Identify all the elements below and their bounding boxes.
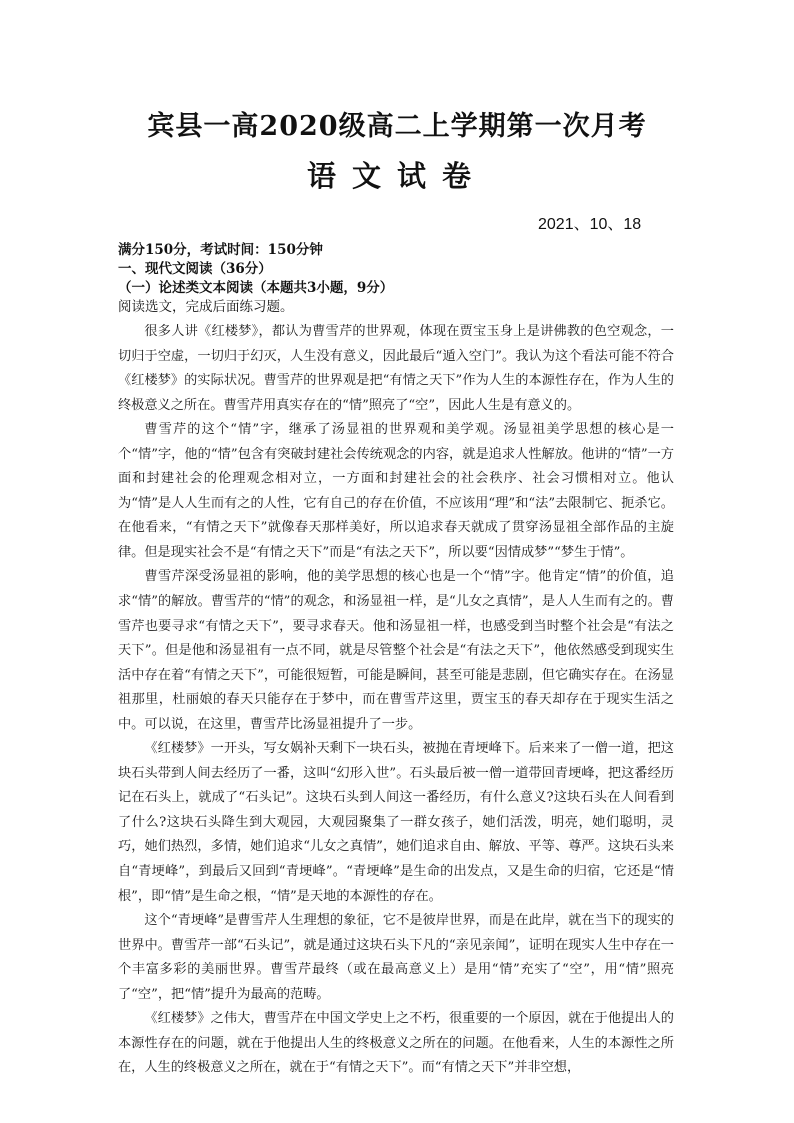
passage-paragraph-2: 曹雪芹的这个“情”字，继承了汤显祖的世界观和美学观。汤显祖美学思想的核心是一个“情”字，他的“情”包含有突破封建社会传统观念的内容，就是追求人性解放。他讲的“情”一方面和封建社会的伦理观念相对立，一方面和封建社会的社会秩序、社会习惯相对立。他认为“情”是人人生而有之的人性，它有自己的存在价值，不应该用“理”和“法”去限制它、扼杀它。在他看来，“有情之天下”就像春天那样美好，所以追求春天就成了贯穿汤显祖全部作品的主旋律。但是现实社会不是“有情之天下”而是“有法之天下”，所以要“因情成梦”“梦生于情”。 bbox=[118, 422, 674, 560]
passage-paragraph-1: 很多人讲《红楼梦》，都认为曹雪芹的世界观，体现在贾宝玉身上是讲佛教的色空观念，一切归于空虚，一切归于幻灭，人生没有意义，因此最后“遁入空门”。我认为这个看法可能不符合《红楼梦》的实际状况。曹雪芹的世界观是把“有情之天下”作为人生的本源性存在，作为人生的终极意义之所在。曹雪芹用真实存在的“情”照亮了“空”，因此人生是有意义的。 bbox=[118, 324, 674, 413]
exam-date: 2021、10、18 bbox=[538, 216, 642, 233]
passage bbox=[118, 320, 674, 1081]
exam-subtitle: 语文试卷 bbox=[306, 159, 487, 193]
passage-paragraph-4: 《红楼梦》一开头，写女娲补天剩下一块石头，被抛在青埂峰下。后来来了一僧一道，把这块石头带到人间去经历了一番，这叫“幻形入世”。石头最后被一僧一道带回青埂峰，把这番经历记在石头上，就成了“石头记”。这块石头到人间这一番经历，有什么意义?这块石头在人间看到了什么?这块石头降生到大观园，大观园聚集了一群女孩子，她们活泼，明亮，她们聪明，灵巧，她们热烈，多情，她们追求“儿女之真情”，她们追求自由、解放、平等、尊严。这块石头来自“青埂峰”，到最后又回到“青埂峰”。“青埂峰”是生命的出发点，又是生命的归宿，它还是“情根”，即“情”是生命之根，“情”是天地的本源性的存在。 bbox=[118, 741, 674, 904]
passage-paragraph-5: 这个“青埂峰”是曹雪芹人生理想的象征，它不是彼岸世界，而是在此岸，就在当下的现实的世界中。曹雪芹一部“石头记”，就是通过这块石头下凡的“亲见亲闻”，证明在现实人生中存在一个丰富多彩的美丽世界。曹雪芹最终（或在最高意义上）是用“情”充实了“空”，用“情”照亮了“空”，把“情”提升为最高的范畴。 bbox=[118, 913, 674, 1002]
passage-paragraph-3: 曹雪芹深受汤显祖的影响，他的美学思想的核心也是一个“情”字。他肯定“情”的价值，追求“情”的解放。曹雪芹的“情”的观念，和汤显祖一样，是“儿女之真情”，是人人生而有之的。曹雪芹也要寻求“有情之天下”，要寻求春天。他和汤显祖一样，也感受到当时整个社会是“有法之天下”。但是他和汤显祖有一点不同，就是尽管整个社会是“有法之天下”，他依然感受到现实生活中存在着“有情之天下”，可能很短暂，可能是瞬间，甚至可能是悲剧，但它确实存在。在汤显祖那里，杜丽娘的春天只能存在于梦中，而在曹雪芹这里，贾宝玉的春天却存在于现实生活之中。可以说，在这里，曹雪芹比汤显祖提升了一步。 bbox=[118, 569, 674, 732]
section-heading: 一、现代文阅读（36分） bbox=[118, 261, 272, 277]
subsection-heading: （一）论述类文本阅读（本题共3小题，9分） bbox=[118, 280, 394, 296]
passage-paragraph-6: 《红楼梦》之伟大，曹雪芹在中国文学史上之不朽，很重要的一个原因，就在于他提出人的本源性存在的问题，就在于他提出人生的终极意义之所在的问题。在他看来，人生的本源性之所在，人生的终极意义之所在，就在于“有情之天下”。而“有情之天下”并非空想， bbox=[118, 1011, 674, 1076]
exam-title: 宾县一高2020级高二上学期第一次月考 bbox=[147, 111, 647, 142]
exam-info bbox=[118, 241, 678, 317]
reading-instruction: 阅读选文，完成后面练习题。 bbox=[118, 299, 294, 315]
score-time: 满分150分，考试时间：150分钟 bbox=[118, 242, 323, 258]
